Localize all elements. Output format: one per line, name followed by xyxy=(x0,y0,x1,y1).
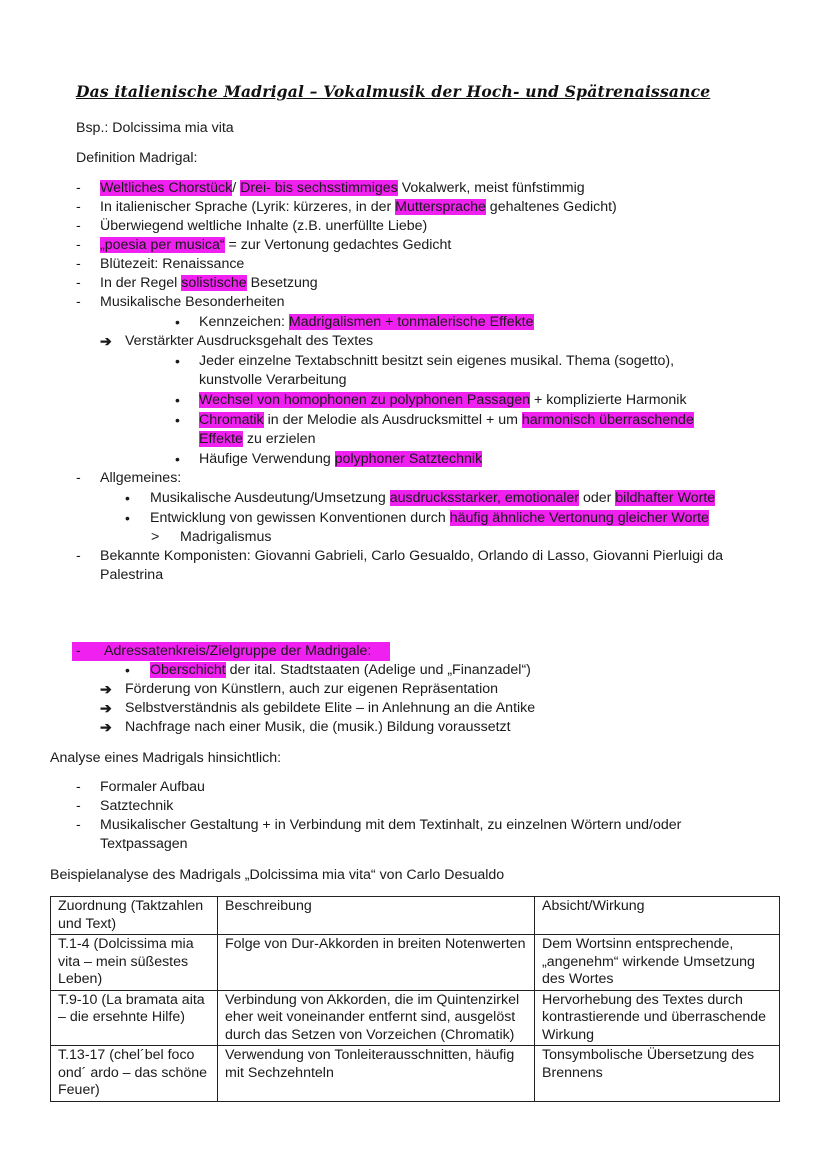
table-cell: T.13-17 (chel´bel foco ond´ ardo – das schöne Feuer) xyxy=(51,1046,218,1102)
table-cell: Hervorhebung des Textes durch kontrastierende und überraschende Wirkung xyxy=(535,990,780,1046)
text: = zur Vertonung gedachtes Gedicht xyxy=(224,237,452,253)
bullet-marker: • xyxy=(125,510,130,526)
sub-item-wechsel xyxy=(199,391,687,410)
bullet-marker: • xyxy=(175,314,180,330)
definition-item-4 xyxy=(100,236,451,255)
arrow-item-ausdrucksgehalt: Verstärkter Ausdrucksgehalt des Textes xyxy=(125,333,374,349)
table-cell: Folge von Dur-Akkorden in breiten Notenwerten xyxy=(218,935,535,991)
table-cell: T.1-4 (Dolcissima mia vita – mein süßestes Leben) xyxy=(51,935,218,991)
highlight: solistische xyxy=(181,275,247,291)
definition-item-composers-cont: Palestrina xyxy=(100,567,164,583)
text: In der Regel xyxy=(100,275,182,291)
text: gehaltenes Gedicht) xyxy=(485,199,617,215)
dash-marker: - xyxy=(76,218,81,234)
text: zu erzielen xyxy=(242,431,316,447)
audience-heading: Adressatenkreis/Zielgruppe der Madrigale: xyxy=(104,643,372,659)
text: Häufige Verwendung xyxy=(199,451,335,467)
definition-item-7: Musikalische Besonderheiten xyxy=(100,294,285,310)
definition-item-8: Allgemeines: xyxy=(100,470,182,486)
analysis-item-2: Satztechnik xyxy=(100,798,174,814)
definition-item-6 xyxy=(100,274,318,293)
dash-marker: - xyxy=(76,256,81,272)
dash-marker: - xyxy=(76,180,81,196)
highlight: Oberschicht xyxy=(150,662,226,678)
audience-arrow-1: Förderung von Künstlern, auch zur eigenen Repräsentation xyxy=(125,681,499,697)
arrow-icon: ➔ xyxy=(100,333,112,349)
analysis-item-3: Musikalischer Gestaltung + in Verbindung mit dem Textinhalt, zu einzelnen Wörtern und/oder xyxy=(100,817,682,833)
sub-item-chromatik-cont xyxy=(199,430,315,449)
text: In italienischer Sprache (Lyrik: kürzeres, in der xyxy=(100,199,396,215)
text: / xyxy=(232,180,241,196)
definition-item-2 xyxy=(100,198,617,217)
highlight: Muttersprache xyxy=(395,199,486,215)
highlight: harmonisch überraschende xyxy=(521,412,694,428)
table-row xyxy=(51,935,780,991)
audience-item-oberschicht xyxy=(150,661,531,680)
highlight: Wechsel von homophonen zu polyphonen Passagen xyxy=(199,392,531,408)
audience-arrow-3: Nachfrage nach einer Musik, die (musik.) Bildung voraussetzt xyxy=(125,719,511,735)
arrow-icon: ➔ xyxy=(100,719,112,735)
sub-item-textabschnitt: Jeder einzelne Textabschnitt besitzt sein eigenes musikal. Thema (sogetto), xyxy=(199,353,675,369)
text: Kennzeichen: xyxy=(199,314,289,330)
table-row xyxy=(51,1046,780,1102)
sub-item-kennzeichen xyxy=(199,313,534,332)
sub-item-satztechnik xyxy=(199,450,482,469)
audience-heading-row xyxy=(72,642,390,661)
dash-marker: - xyxy=(76,548,81,564)
dash-marker: - xyxy=(76,294,81,310)
sub-item-chromatik xyxy=(199,411,694,430)
definition-item-3: Überwiegend weltliche Inhalte (z.B. unerfüllte Liebe) xyxy=(100,218,428,234)
sub-item-textabschnitt-cont: kunstvolle Verarbeitung xyxy=(199,372,347,388)
analysis-item-1: Formaler Aufbau xyxy=(100,779,205,795)
sub-item-ausdeutung xyxy=(150,489,715,508)
text: Musikalische Ausdeutung/Umsetzung xyxy=(150,490,390,506)
text: + komplizierte Harmonik xyxy=(530,392,687,408)
dash-marker: - xyxy=(76,817,81,833)
bullet-marker: • xyxy=(175,392,180,408)
highlight: Chromatik xyxy=(199,412,264,428)
page-title: Das italienische Madrigal – Vokalmusik der Hoch- und Spätrenaissance xyxy=(76,82,711,101)
audience-arrow-2: Selbstverständnis als gebildete Elite – in Anlehnung an die Antike xyxy=(125,700,536,716)
highlight: Effekte xyxy=(199,431,243,447)
text: Besetzung xyxy=(246,275,318,291)
arrow-icon: ➔ xyxy=(100,700,112,716)
highlight: Weltliches Chorstück xyxy=(100,180,233,196)
dash-marker: - xyxy=(76,779,81,795)
dash-marker: - xyxy=(76,199,81,215)
bullet-marker: • xyxy=(175,353,180,369)
analysis-table xyxy=(50,896,780,1102)
bullet-marker: • xyxy=(175,451,180,467)
column-header-beschreibung: Beschreibung xyxy=(218,897,535,935)
definition-item-composers: Bekannte Komponisten: Giovanni Gabrieli, Carlo Gesualdo, Orlando di Lasso, Giovanni Pierluigi da xyxy=(100,548,724,564)
text: in der Melodie als Ausdrucksmittel + um xyxy=(263,412,522,428)
table-cell: Verbindung von Akkorden, die im Quintenzirkel eher weit voneinander entfernt sind, ausgelöst durch das Setzen von Vorzeichen (Chromatik) xyxy=(218,990,535,1046)
highlight: bildhafter Worte xyxy=(615,490,716,506)
text: Vokalwerk, meist fünfstimmig xyxy=(397,180,585,196)
dash-marker: - xyxy=(76,237,81,253)
highlight: Drei- bis sechsstimmiges xyxy=(240,180,398,196)
bullet-marker: • xyxy=(125,490,130,506)
analysis-heading: Analyse eines Madrigals hinsichtlich: xyxy=(50,750,282,766)
text: oder xyxy=(579,490,616,506)
definition-heading: Definition Madrigal: xyxy=(76,150,198,166)
text: Entwicklung von gewissen Konventionen durch xyxy=(150,510,450,526)
arrow-icon: ➔ xyxy=(100,681,112,697)
bullet-marker: • xyxy=(175,412,180,428)
column-header-zuordnung: Zuordnung (Taktzahlen und Text) xyxy=(51,897,218,935)
sub-item-konventionen xyxy=(150,509,709,528)
gt-marker: > xyxy=(151,529,160,545)
table-cell: Verwendung von Tonleiterausschnitten, häufig mit Sechzehnteln xyxy=(218,1046,535,1102)
highlight: häufig ähnliche Vertonung gleicher Worte xyxy=(449,510,709,526)
highlight: Madrigalismen + tonmalerische Effekte xyxy=(288,314,534,330)
bullet-marker: • xyxy=(125,662,130,678)
table-row xyxy=(51,990,780,1046)
example-text: Bsp.: Dolcissima mia vita xyxy=(76,120,234,136)
table-cell: T.9-10 (La bramata aita – die ersehnte Hilfe) xyxy=(51,990,218,1046)
dash-marker: - xyxy=(76,643,81,659)
definition-item-5: Blütezeit: Renaissance xyxy=(100,256,245,272)
dash-marker: - xyxy=(76,470,81,486)
highlight: polyphoner Satztechnik xyxy=(334,451,483,467)
highlight: „poesia per musica“ xyxy=(100,237,225,253)
column-header-wirkung: Absicht/Wirkung xyxy=(535,897,780,935)
table-cell: Dem Wortsinn entsprechende, „angenehm“ wirkende Umsetzung des Wortes xyxy=(535,935,780,991)
text: der ital. Stadtstaaten (Adelige und „Finanzadel“) xyxy=(225,662,531,678)
sub-item-madrigalismus: Madrigalismus xyxy=(180,529,272,545)
dash-marker: - xyxy=(76,275,81,291)
definition-item-1 xyxy=(100,179,585,198)
analysis-item-3-cont: Textpassagen xyxy=(100,836,188,852)
table-header-row xyxy=(51,897,780,935)
example-analysis-heading: Beispielanalyse des Madrigals „Dolcissima mia vita“ von Carlo Desualdo xyxy=(50,867,505,883)
dash-marker: - xyxy=(76,798,81,814)
table-cell: Tonsymbolische Übersetzung des Brennens xyxy=(535,1046,780,1102)
highlight: ausdrucksstarker, emotionaler xyxy=(389,490,580,506)
